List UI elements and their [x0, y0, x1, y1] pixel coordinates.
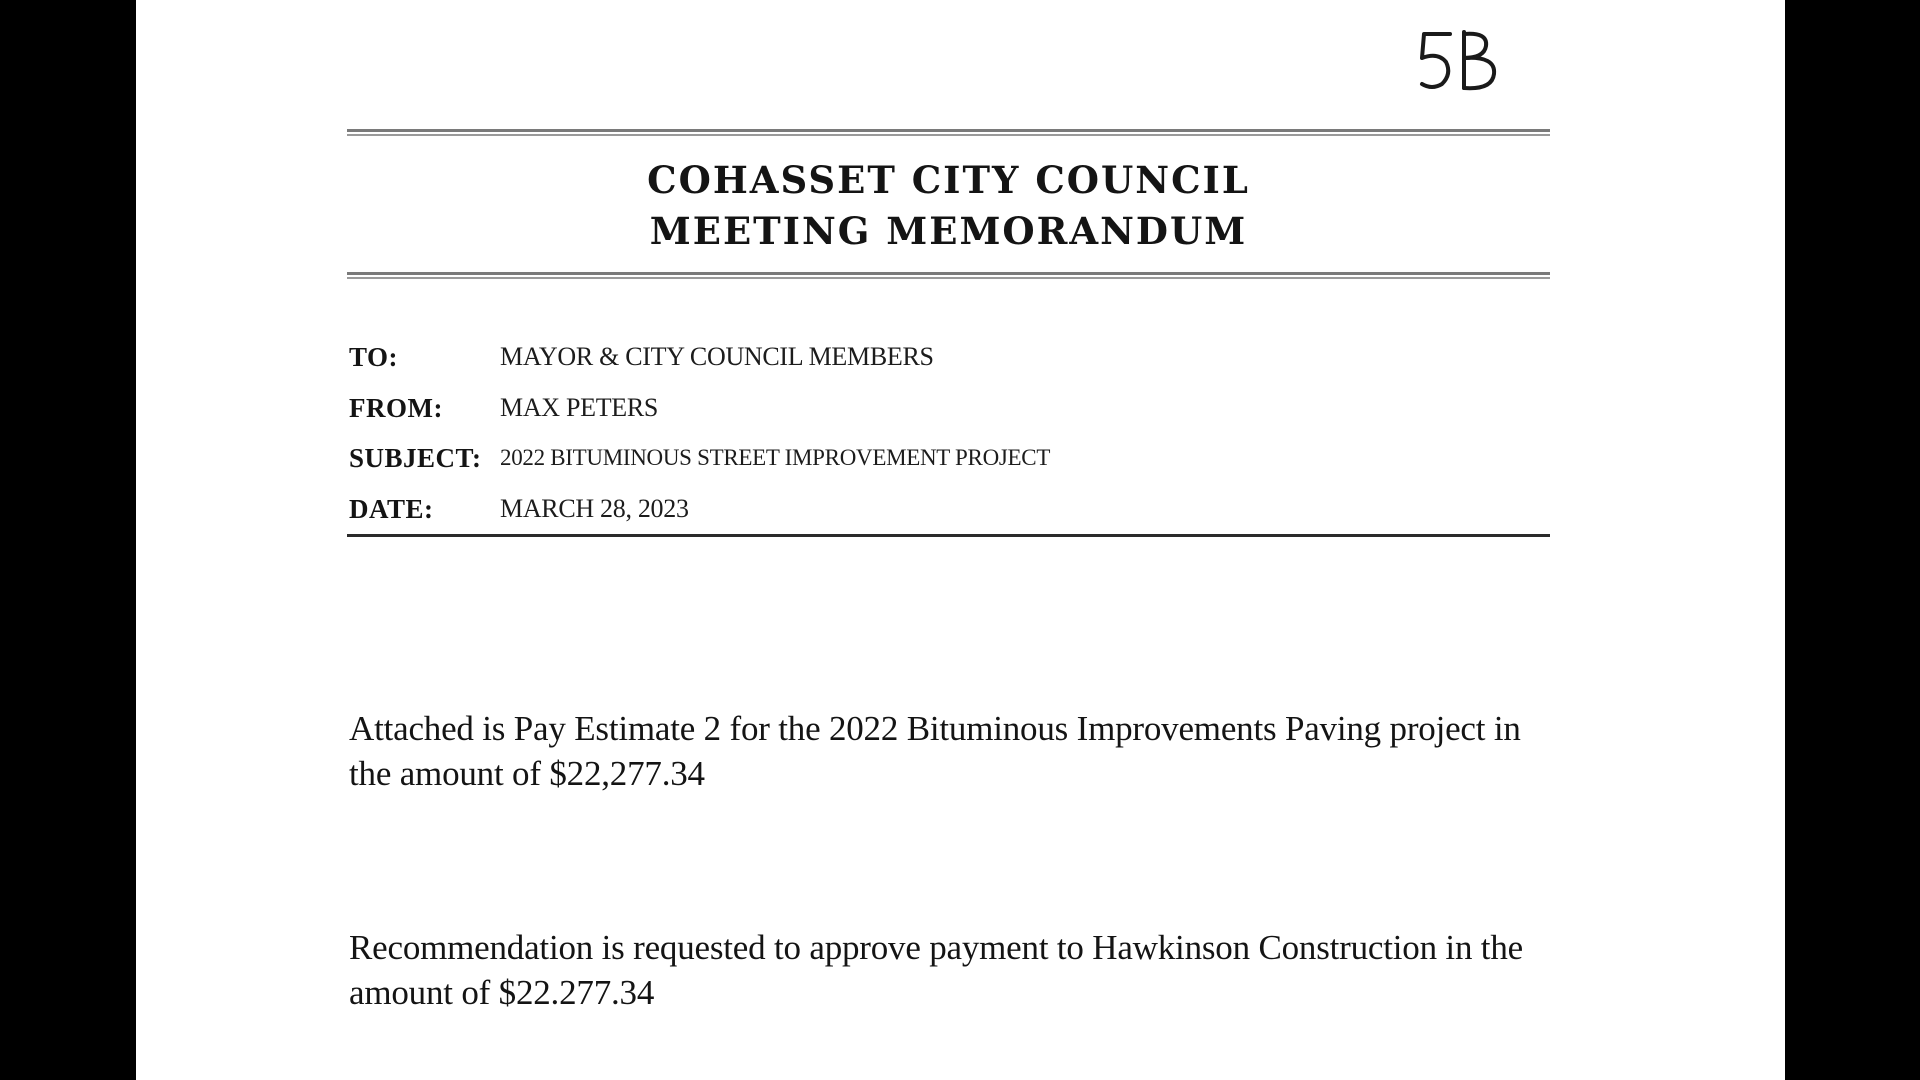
memo-field-to: [349, 342, 1549, 382]
field-value-subject: 2022 BITUMINOUS STREET IMPROVEMENT PROJECT: [500, 445, 1051, 470]
field-label-from: FROM:: [349, 393, 443, 423]
memo-page: [136, 0, 1785, 1080]
header-rule-top: [347, 129, 1550, 136]
field-label-subject: SUBJECT:: [349, 443, 482, 473]
field-value-from: MAX PETERS: [500, 393, 659, 422]
handwritten-page-mark: [1416, 26, 1502, 96]
memo-title-line-1: COHASSET CITY COUNCIL: [647, 158, 1250, 202]
memo-title-line-2: MEETING MEMORANDUM: [649, 209, 1248, 253]
field-label-date: DATE:: [349, 494, 434, 524]
memo-field-subject: [349, 443, 1549, 483]
field-value-to: MAYOR & CITY COUNCIL MEMBERS: [500, 342, 934, 371]
header-rule-bottom: [347, 272, 1550, 279]
memo-field-from: [349, 393, 1549, 433]
header-fields-rule: [347, 534, 1550, 537]
body-paragraph-recommendation: Recommendation is requested to approve payment to Hawkinson Construction in the amount of $22.277.34: [349, 928, 1523, 1012]
body-paragraph-pay-estimate: Attached is Pay Estimate 2 for the 2022 Bituminous Improvements Paving project in the amount of $22,277.34: [349, 709, 1521, 793]
field-value-date: MARCH 28, 2023: [500, 494, 689, 523]
memo-field-date: [349, 494, 1549, 534]
field-label-to: TO:: [349, 342, 399, 372]
